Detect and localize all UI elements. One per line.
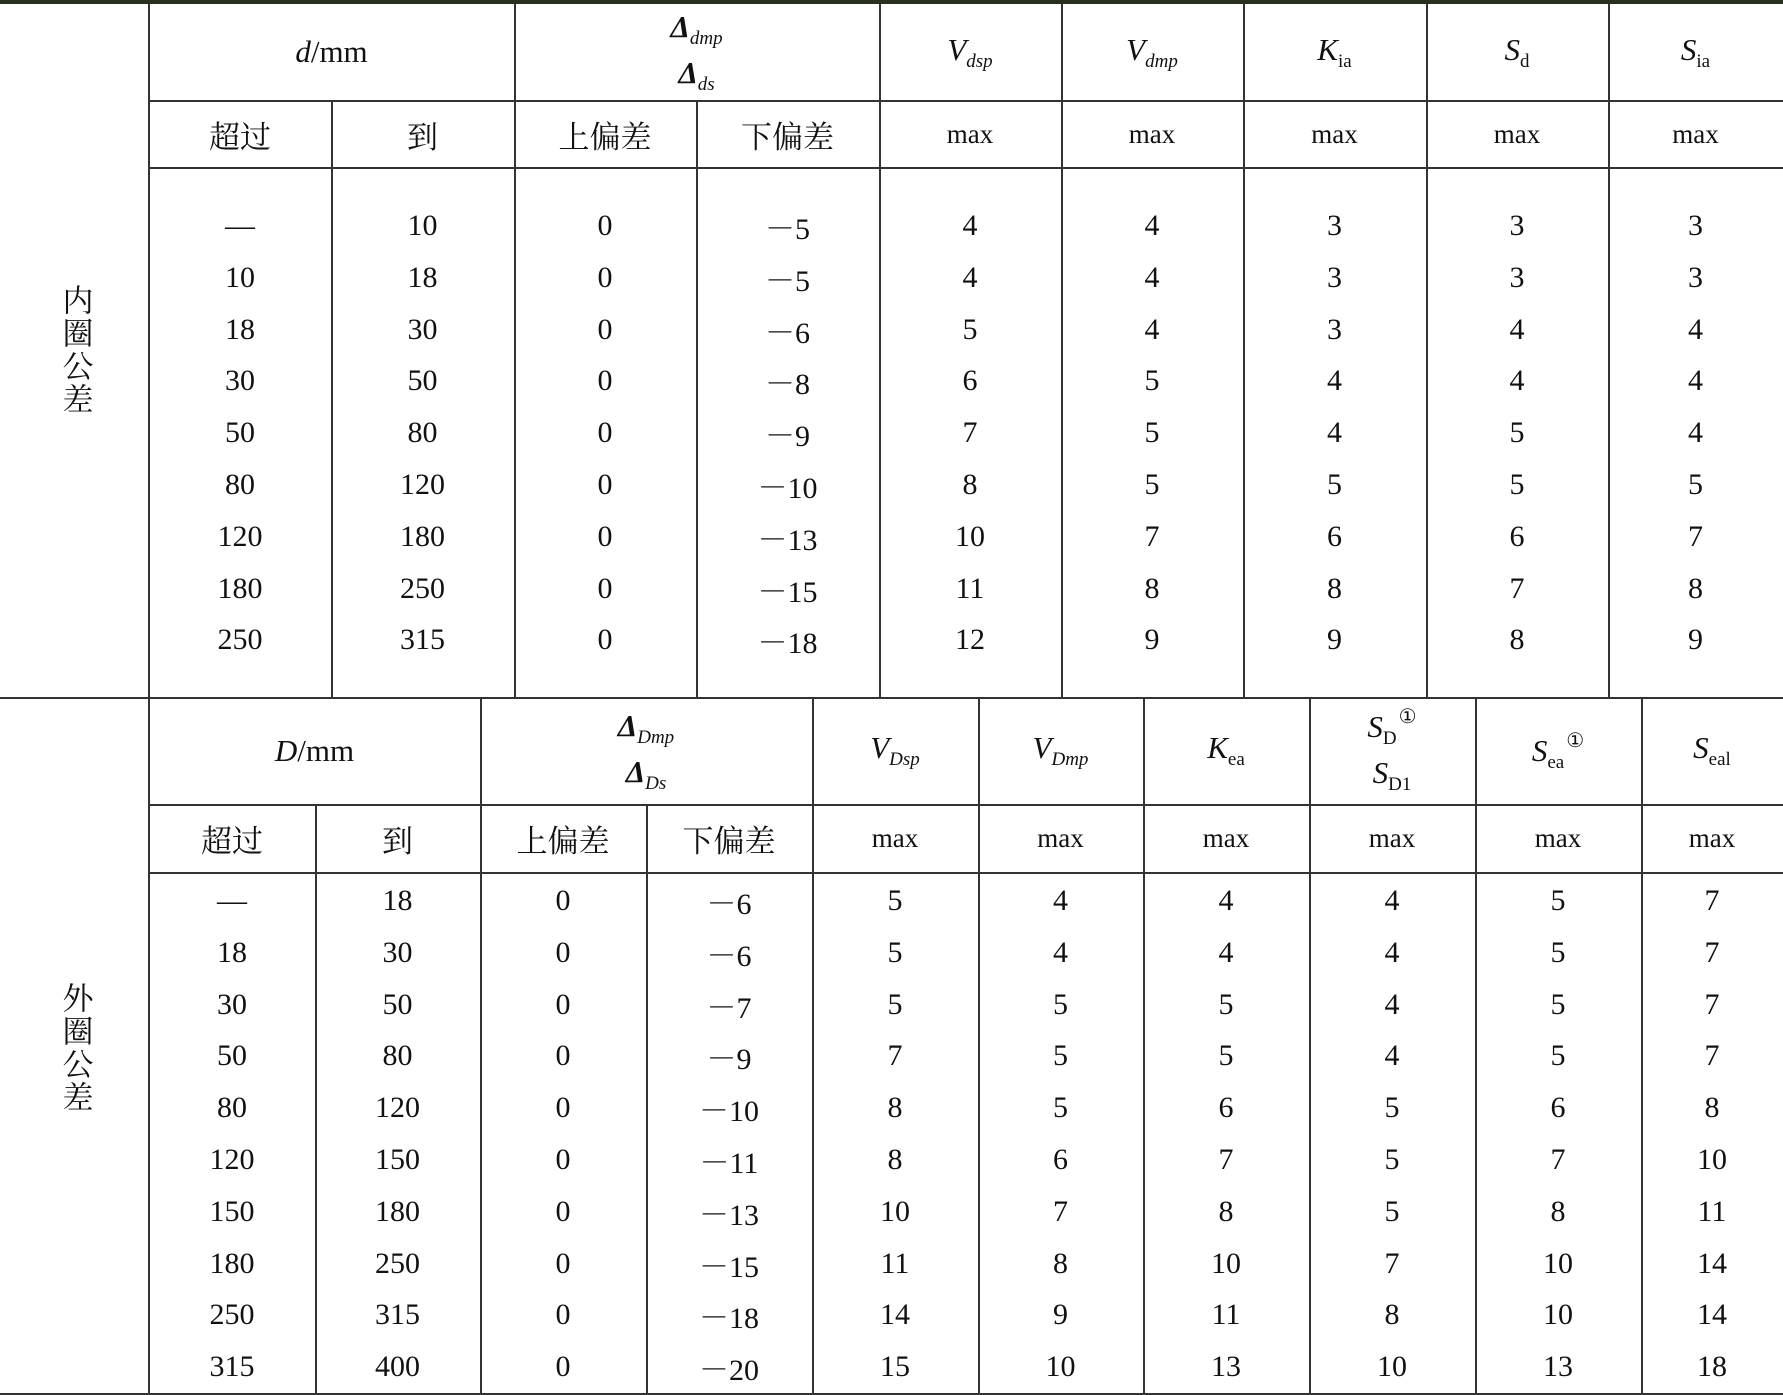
inner-table-cell: －10 [757,472,818,505]
inner-table-cell: 0 [597,519,613,553]
inner-table-cell: 11 [955,571,985,605]
outer-table-cell: 250 [209,1298,255,1332]
outer-subheader-cell: max [1688,823,1736,853]
outer-table-cell: 8 [887,1091,903,1125]
outer-table-cell: －6 [706,939,752,973]
inner-table-cell: －6 [765,316,810,350]
inner-table-cell: 4 [1509,312,1525,346]
outer-table-cell: 5 [1218,987,1234,1021]
inner-table-cell: 5 [1144,364,1160,398]
outer-table-cell: 250 [375,1246,420,1280]
outer-table-cell: －15 [699,1250,759,1284]
outer-table-cell: 5 [887,884,903,917]
inner-table-cell: 30 [225,364,255,398]
outer-subheader-cell: 到 [382,824,413,859]
outer-table-cell: 7 [1704,1039,1720,1073]
inner-table-cell: 30 [407,312,438,346]
outer-table-cell: 8 [887,1143,903,1176]
vertical-rule [1608,4,1610,697]
inner-table-cell: 250 [217,623,263,657]
outer-table-cell: 10 [1045,1350,1076,1384]
outer-table-cell: 11 [1697,1194,1727,1228]
inner-table-cell: 80 [225,468,255,501]
outer-table-cell: 80 [217,1091,247,1125]
inner-table-cell: 18 [407,260,438,294]
inner-table-cell: 120 [217,519,263,553]
outer-table-cell: 315 [209,1350,255,1384]
outer-table-cell: 80 [382,1039,413,1073]
outer-table-cell: 7 [1384,1246,1400,1280]
inner-table-cell: 4 [1144,209,1160,242]
inner-table-cell: 0 [597,364,613,398]
inner-col-kia-header: $K_{ia}$ [1317,31,1352,72]
outer-table-cell: 5 [1053,1091,1068,1125]
inner-subheader-cell: max [1128,118,1176,149]
outer-subheader-cell: 上偏差 [516,824,610,859]
inner-table-cell: 7 [1509,571,1525,605]
inner-subheader-cell: 超过 [209,119,271,155]
inner-subheader-cell: 到 [407,119,438,155]
outer-table-cell: 6 [1053,1143,1068,1176]
inner-col-sd-header: $S_d$ [1504,31,1530,72]
inner-table-cell: 18 [225,312,255,346]
outer-table-cell: 0 [555,1246,571,1280]
inner-table-cell: 9 [1688,623,1703,657]
vertical-rule [879,4,881,697]
outer-table-cell: 9 [1053,1298,1068,1332]
inner-table-cell: 315 [400,623,445,657]
outer-table-cell: 0 [555,1143,571,1176]
inner-table-cell: 6 [962,364,978,398]
vertical-rule [812,697,814,1395]
outer-table-cell: 5 [887,987,903,1021]
inner-subheader-cell: 上偏差 [558,119,652,155]
horizontal-rule [149,872,1783,874]
outer-table-cell: — [217,884,247,917]
inner-table-cell: 5 [1144,416,1160,450]
outer-table-cell: 5 [1218,1039,1234,1073]
vertical-rule [646,804,648,1395]
inner-table-cell: 0 [597,416,613,450]
inner-table-cell: 6 [1509,519,1525,553]
outer-table-cell: 4 [1384,884,1400,917]
outer-table-cell: －13 [699,1198,759,1232]
outer-table-cell: 10 [1211,1246,1241,1280]
inner-table-cell: 120 [400,468,445,501]
inner-table-cell: 5 [1509,468,1525,501]
inner-table-cell: 4 [1688,312,1703,346]
outer-table-cell: 18 [217,935,247,969]
vertical-rule [978,697,980,1395]
outer-table-cell: 120 [375,1091,420,1125]
inner-table-cell: 6 [1327,519,1342,553]
inner-table-cell: 80 [407,416,438,450]
inner-table-cell: 9 [1144,623,1160,657]
vertical-rule [1641,697,1643,1395]
inner-table-cell: 5 [1144,468,1160,501]
vertical-rule [1426,4,1428,697]
outer-table-cell: 0 [555,1350,571,1384]
horizontal-rule [149,167,1783,169]
inner-table-cell: 4 [1688,364,1703,398]
outer-table-cell: 0 [555,987,571,1021]
inner-table-cell: 3 [1688,260,1703,294]
outer-subheader-cell: 超过 [201,824,263,859]
inner-table-cell: 4 [962,209,978,242]
inner-table-cell: 4 [1144,312,1160,346]
outer-table-cell: 150 [209,1194,255,1228]
outer-table-cell: 10 [1543,1298,1573,1332]
outer-table-cell: 5 [1384,1091,1400,1125]
vertical-rule [331,100,333,697]
outer-table-cell: 7 [1704,935,1720,969]
inner-table-cell: 8 [1509,623,1525,657]
outer-table-cell: 50 [382,987,413,1021]
inner-table-cell: 3 [1327,209,1342,242]
outer-table-cell: 10 [880,1194,910,1228]
inner-table-cell: 5 [1327,468,1342,501]
outer-table-cell: 18 [1697,1350,1727,1384]
inner-table-cell: 10 [407,209,438,242]
vertical-rule [1243,4,1245,697]
outer-table-cell: 5 [1384,1143,1400,1176]
inner-table-cell: 12 [955,623,985,657]
outer-table-cell: 5 [1550,884,1566,917]
vertical-rule [696,100,698,697]
inner-table-cell: 50 [407,364,438,398]
outer-table-cell: 0 [555,884,571,917]
inner-table-cell: 5 [962,312,978,346]
inner-table-cell: 8 [1327,571,1342,605]
outer-table-cell: 50 [217,1039,247,1073]
outer-table-cell: 13 [1543,1350,1573,1384]
inner-table-cell: 4 [1327,416,1342,450]
inner-table-cell: 8 [962,468,978,501]
outer-col-seal-header: $S_{eal}$ [1693,730,1731,770]
outer-table-cell: 4 [1053,935,1068,969]
outer-table-cell: 0 [555,1091,571,1125]
outer-table-cell: 120 [209,1143,255,1176]
inner-col-vdsp-header: $V_{dsp}$ [947,31,993,72]
inner-table-cell: 10 [955,519,985,553]
outer-table-cell: 7 [1704,987,1720,1021]
outer-table-cell: 7 [887,1039,903,1073]
outer-table-cell: 5 [1550,987,1566,1021]
inner-table-cell: 3 [1327,260,1342,294]
outer-table-cell: 30 [382,935,413,969]
outer-table-cell: 8 [1550,1194,1566,1228]
outer-table-cell: 14 [880,1298,910,1332]
outer-table-cell: －10 [699,1095,759,1129]
outer-table-cell: －11 [699,1147,759,1180]
inner-col-vdmp-header: $V_{dmp}$ [1126,31,1178,72]
outer-subheader-cell: max [1534,823,1582,853]
inner-table-cell: 180 [400,519,445,553]
inner-table-cell: －9 [765,420,810,454]
outer-table-cell: 8 [1218,1194,1234,1228]
inner-table-cell: －8 [765,368,810,402]
outer-subheader-cell: max [1037,823,1084,853]
outer-col-vdmp-header: $V_{Dmp}$ [1032,730,1089,770]
outer-table-cell: －9 [706,1043,752,1077]
outer-table-cell: 7 [1218,1143,1234,1176]
inner-table-cell: 0 [597,260,613,294]
inner-subheader-cell: max [1493,118,1541,149]
outer-table-cell: 14 [1697,1246,1727,1280]
inner-subheader-cell: max [946,118,994,149]
inner-table-cell: 3 [1327,312,1342,346]
outer-table-cell: 8 [1384,1298,1400,1332]
inner-table-cell: 250 [400,571,445,605]
inner-table-cell: 8 [1688,571,1703,605]
inner-table-cell: 0 [597,571,613,605]
outer-col-vdsp-header: $V_{Dsp}$ [870,730,920,770]
vertical-rule [315,804,317,1395]
outer-col-kea-header: $K_{ea}$ [1207,730,1245,770]
outer-table-cell: 4 [1384,935,1400,969]
inner-table-cell: 4 [1509,364,1525,398]
outer-table-cell: 5 [1053,1039,1068,1073]
inner-table-cell: 9 [1327,623,1342,657]
outer-table-cell: 5 [1053,987,1068,1021]
outer-table-cell: 15 [880,1350,910,1384]
vertical-rule [1061,4,1063,697]
inner-table-cell: 4 [1327,364,1342,398]
horizontal-rule [0,697,1783,699]
vertical-rule [148,697,150,1395]
inner-table-cell: 0 [597,209,613,242]
inner-table-cell: 7 [962,416,978,450]
outer-table-cell: 0 [555,1298,571,1332]
outer-table-cell: 8 [1704,1091,1720,1125]
outer-table-cell: －20 [699,1354,759,1388]
inner-table-cell: 0 [597,623,613,657]
outer-table-cell: 4 [1218,935,1234,969]
outer-table-cell: 180 [209,1246,255,1280]
inner-deviation-header: $\Delta_{dmp}$ $\Delta_{ds}$ [670,9,723,95]
inner-table-cell: －5 [765,213,810,246]
inner-bore-header: d/mm [295,34,368,69]
outer-table-cell: －7 [706,991,752,1025]
outer-subheader-cell: max [871,823,919,853]
outer-subheader-cell: max [1202,823,1250,853]
inner-table-cell: 180 [217,571,263,605]
inner-subheader-cell: 下偏差 [741,119,834,155]
outer-table-cell: 150 [375,1143,420,1176]
vertical-rule [514,4,516,697]
outer-subheader-cell: 下偏差 [682,824,776,859]
outer-table-cell: 13 [1211,1350,1241,1384]
outer-table-cell: 315 [375,1298,420,1332]
outer-table-cell: 7 [1053,1194,1068,1228]
outer-table-cell: 10 [1697,1143,1727,1176]
vertical-rule [1309,697,1311,1395]
inner-table-cell: 4 [1144,260,1160,294]
outer-subheader-cell: max [1368,823,1416,853]
outer-table-cell: 6 [1218,1091,1234,1125]
inner-table-cell: 50 [225,416,255,450]
outer-table-cell: 5 [887,935,903,969]
inner-table-cell: 4 [1688,416,1703,450]
inner-table-cell: 3 [1688,209,1703,242]
outer-table-cell: －18 [699,1302,759,1336]
outer-side-label: 外圈公差 [57,982,93,1114]
outer-table-cell: 400 [375,1350,420,1384]
inner-table-cell: 3 [1509,260,1525,294]
outer-table-cell: 10 [1377,1350,1407,1384]
outer-table-cell: 5 [1550,1039,1566,1073]
outer-table-cell: 5 [1384,1194,1400,1228]
outer-table-cell: 180 [375,1194,420,1228]
inner-table-cell: 0 [597,312,613,346]
outer-table-cell: 0 [555,935,571,969]
inner-table-cell: 5 [1688,468,1703,501]
vertical-rule [148,4,150,697]
horizontal-rule [149,804,1783,806]
inner-table-cell: 3 [1509,209,1525,242]
outer-table-cell: 4 [1384,1039,1400,1073]
inner-table-cell: －5 [765,264,810,298]
inner-table-cell: 7 [1144,519,1160,553]
outer-table-cell: 5 [1550,935,1566,969]
outer-table-cell: 4 [1053,884,1068,917]
inner-table-cell: — [225,209,255,242]
inner-table-cell: 8 [1144,571,1160,605]
outer-table-cell: －6 [706,888,752,921]
outer-table-cell: 4 [1384,987,1400,1021]
inner-side-label: 内圈公差 [57,284,93,416]
horizontal-rule [149,100,1783,102]
outer-table-cell: 18 [382,884,413,917]
inner-table-cell: 5 [1509,416,1525,450]
inner-subheader-cell: max [1311,118,1358,149]
outer-table-cell: 8 [1053,1246,1068,1280]
outer-table-cell: 4 [1218,884,1234,917]
vertical-rule [1143,697,1145,1395]
inner-col-sia-header: $S_{ia}$ [1680,31,1711,72]
outer-table-cell: 7 [1550,1143,1566,1176]
vertical-rule [480,697,482,1395]
outer-bore-header: D/mm [274,732,355,768]
outer-table-cell: 0 [555,1194,571,1228]
inner-table-cell: 0 [597,468,613,501]
inner-table-cell: －18 [757,627,818,661]
outer-table-cell: 7 [1704,884,1720,917]
inner-table-cell: －13 [757,523,818,557]
inner-subheader-cell: max [1672,118,1719,149]
outer-table-cell: 0 [555,1039,571,1073]
inner-table-cell: －15 [757,575,818,609]
outer-col-sd-header: $S_D^①$ $S_{D1}$ [1367,705,1417,795]
outer-table-cell: 30 [217,987,247,1021]
vertical-rule [1475,697,1477,1395]
inner-table-cell: 7 [1688,519,1703,553]
outer-col-sea-header: $S_{ea}^①$ [1531,729,1585,773]
outer-table-cell: 6 [1550,1091,1566,1125]
outer-table-cell: 10 [1543,1246,1573,1280]
outer-table-cell: 11 [1211,1298,1241,1332]
outer-table-cell: 11 [880,1246,910,1280]
outer-deviation-header: $\Delta_{Dmp}$ $\Delta_{Ds}$ [617,707,675,794]
outer-table-cell: 14 [1697,1298,1727,1332]
inner-table-cell: 10 [225,260,255,294]
inner-table-cell: 4 [962,260,978,294]
